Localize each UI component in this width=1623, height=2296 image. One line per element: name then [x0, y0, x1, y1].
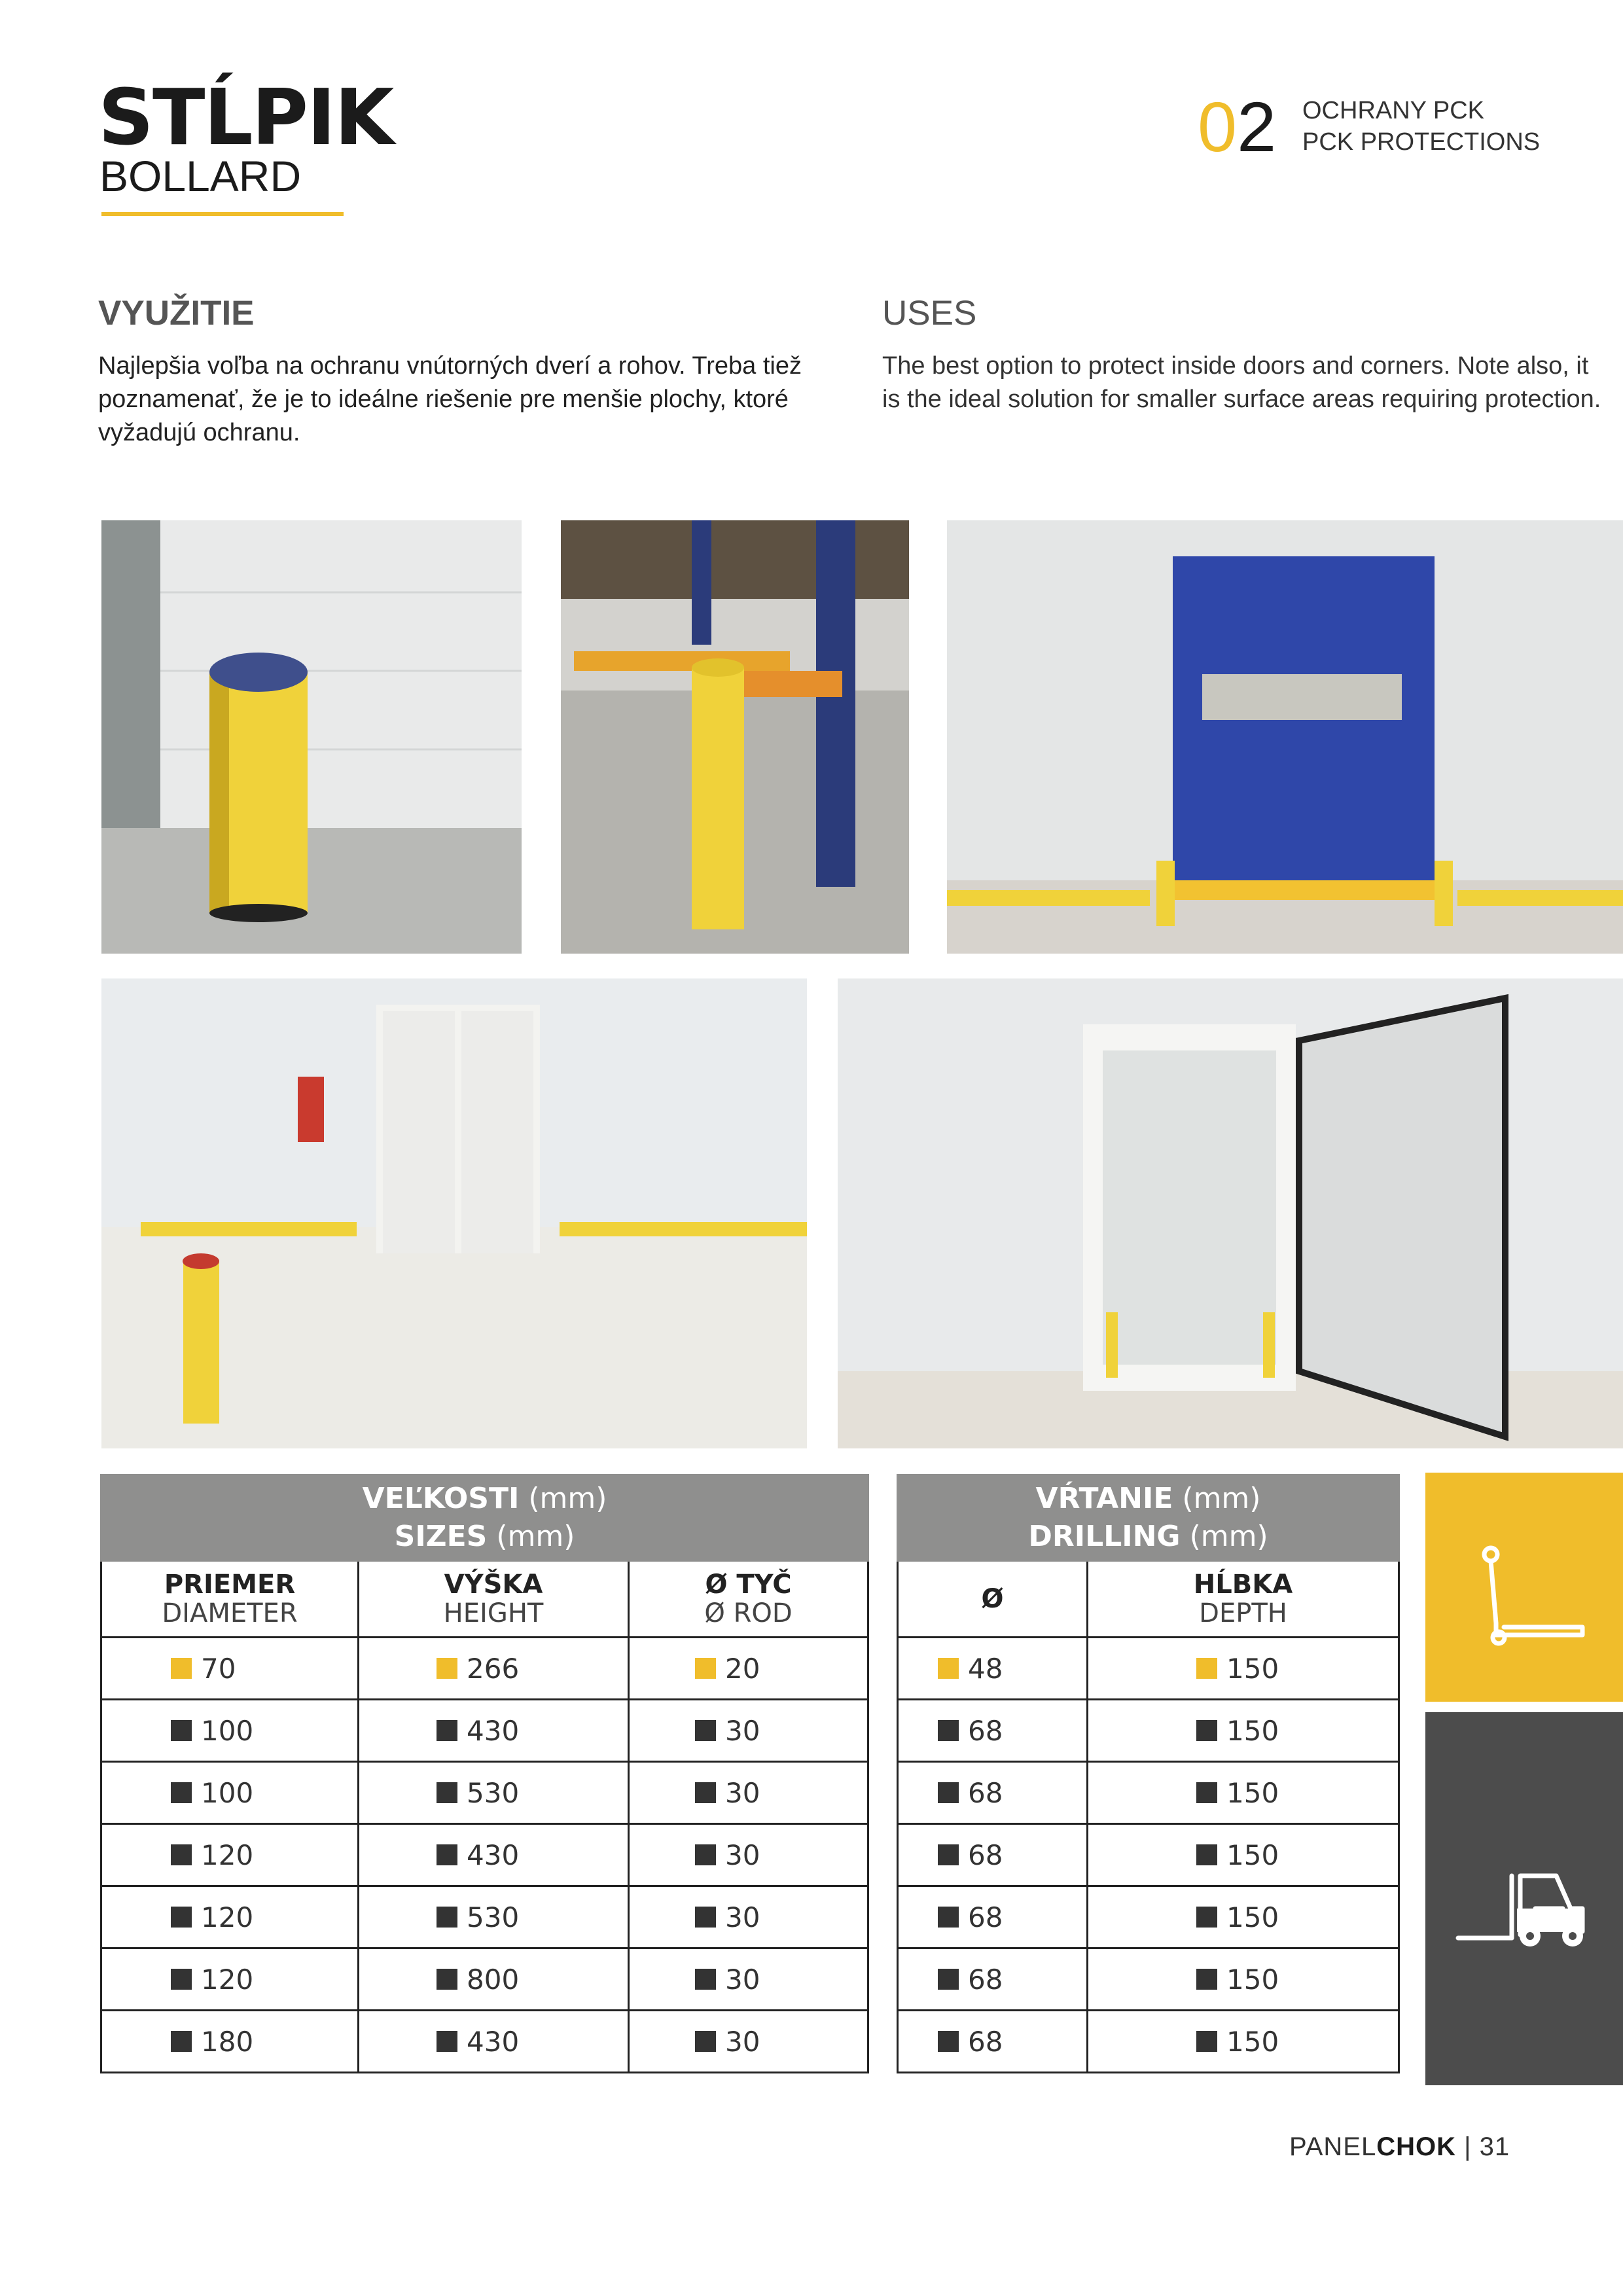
table-cell — [629, 2011, 868, 2073]
cell-value: 530 — [467, 1901, 520, 1933]
cell-value: 150 — [1226, 1652, 1279, 1685]
table-cell — [101, 1762, 359, 1824]
drilling_table-column-header — [898, 1561, 1088, 1638]
sizes_table-column-header — [629, 1561, 868, 1638]
sizes_table-column-header — [359, 1561, 629, 1638]
uses-text-sk: Najlepšia voľba na ochranu vnútorných dverí a rohov. Treba tiež poznamenať, že je to ideálne riešenie pre menšie plochy, ktoré vyžadujú ochranu. — [98, 352, 802, 446]
table-cell — [629, 1948, 868, 2011]
bullet-square-icon — [1196, 1969, 1217, 1990]
page-footer — [1289, 2132, 1510, 2162]
cell-value: 266 — [467, 1652, 520, 1685]
table-cell — [359, 2011, 629, 2073]
bullet-square-icon — [938, 1658, 959, 1679]
table-row — [898, 1700, 1399, 1762]
table-cell — [898, 1638, 1088, 1700]
table-cell — [629, 1824, 868, 1886]
cell-value: 68 — [968, 1714, 1003, 1747]
section-label-sk: OCHRANY PCK — [1302, 97, 1485, 124]
column-header-sk: VÝŠKA — [444, 1570, 543, 1600]
table-cell — [359, 1886, 629, 1948]
table-cell — [629, 1700, 868, 1762]
table-row — [898, 1948, 1399, 2011]
bullet-square-icon — [171, 1782, 192, 1803]
uses-heading-sk: VYUŽITIE — [98, 294, 255, 332]
column-header-sk: HĹBKA — [1193, 1570, 1293, 1600]
table-row — [101, 1886, 868, 1948]
bullet-square-icon — [437, 2031, 457, 2052]
cell-value: 30 — [725, 1839, 760, 1871]
section-number-first-digit: 0 — [1198, 87, 1238, 166]
bullet-square-icon — [1196, 1720, 1217, 1741]
cell-value: 100 — [201, 1714, 254, 1747]
bullet-square-icon — [938, 1907, 959, 1928]
bullet-square-icon — [171, 1720, 192, 1741]
bullet-square-icon — [1196, 1907, 1217, 1928]
photo-bollard-cold-room — [838, 978, 1623, 1448]
bullet-square-icon — [171, 2031, 192, 2052]
sizes-table-title — [101, 1475, 868, 1561]
cell-value: 30 — [725, 1901, 760, 1933]
table-row — [898, 2011, 1399, 2073]
table-cell — [629, 1886, 868, 1948]
cell-value: 20 — [725, 1652, 760, 1685]
cell-value: 430 — [467, 1714, 520, 1747]
photo-bollard-garage-door — [101, 520, 522, 954]
table-cell — [359, 1762, 629, 1824]
table-cell — [898, 1824, 1088, 1886]
column-header-sk: PRIEMER — [164, 1570, 296, 1600]
cell-value: 430 — [467, 1839, 520, 1871]
sizes_table-column-header — [101, 1561, 359, 1638]
table-cell — [898, 1762, 1088, 1824]
uses-heading-en: USES — [882, 294, 977, 332]
table-cell — [1088, 1824, 1399, 1886]
sizes-unit-en: (mm) — [496, 1520, 575, 1553]
page-number: 31 — [1479, 2132, 1510, 2161]
table-cell — [898, 2011, 1088, 2073]
section-number — [1198, 87, 1277, 166]
cell-value: 150 — [1226, 1901, 1279, 1933]
bullet-square-icon — [938, 1844, 959, 1865]
bullet-square-icon — [695, 1907, 716, 1928]
cell-value: 150 — [1226, 2025, 1279, 2058]
table-row — [101, 1638, 868, 1700]
cell-value: 68 — [968, 2025, 1003, 2058]
photo-bollard-racking — [561, 520, 909, 954]
cell-value: 180 — [201, 2025, 254, 2058]
bullet-square-icon — [695, 1658, 716, 1679]
bullet-square-icon — [695, 1969, 716, 1990]
drilling-unit-sk: (mm) — [1182, 1482, 1261, 1515]
bullet-square-icon — [1196, 1782, 1217, 1803]
bullet-square-icon — [938, 2031, 959, 2052]
table-row — [101, 2011, 868, 2073]
table-cell — [101, 2011, 359, 2073]
bullet-square-icon — [171, 1844, 192, 1865]
table-row — [101, 1762, 868, 1824]
sizes-title-sk: VEĽKOSTI — [362, 1482, 520, 1515]
table-row — [898, 1762, 1399, 1824]
pallet-jack-icon — [1425, 1473, 1623, 1702]
table-cell — [359, 1824, 629, 1886]
table-row — [101, 1824, 868, 1886]
cell-value: 100 — [201, 1776, 254, 1809]
table-cell — [101, 1700, 359, 1762]
bullet-square-icon — [938, 1782, 959, 1803]
drilling-title-en: DRILLING — [1028, 1520, 1181, 1553]
bullet-square-icon — [938, 1720, 959, 1741]
footer-separator: | — [1464, 2132, 1472, 2161]
uses-text-en: The best option to protect inside doors and corners. Note also, it is the ideal solution for smaller surface areas requiring protection. — [882, 352, 1601, 413]
sizes-title-en: SIZES — [394, 1520, 488, 1553]
forklift-block — [1425, 1712, 1623, 2085]
table-cell — [1088, 2011, 1399, 2073]
drilling_table-column-header — [1088, 1561, 1399, 1638]
column-header-en: DEPTH — [1199, 1598, 1287, 1628]
table-cell — [101, 1824, 359, 1886]
sizes-table — [100, 1474, 869, 2073]
bullet-square-icon — [171, 1658, 192, 1679]
bullet-square-icon — [695, 1720, 716, 1741]
table-cell — [898, 1700, 1088, 1762]
table-cell — [629, 1638, 868, 1700]
cell-value: 30 — [725, 2025, 760, 2058]
cell-value: 30 — [725, 1776, 760, 1809]
bullet-square-icon — [437, 1720, 457, 1741]
cell-value: 120 — [201, 1839, 254, 1871]
photo-bollard-swing-doors — [101, 978, 807, 1448]
footer-brand-bold: CHOK — [1376, 2132, 1456, 2161]
drilling-title-sk: VŔTANIE — [1035, 1482, 1173, 1515]
column-header-en: HEIGHT — [443, 1598, 544, 1628]
cell-value: 48 — [968, 1652, 1003, 1685]
cell-value: 120 — [201, 1901, 254, 1933]
table-cell — [1088, 1762, 1399, 1824]
table-cell — [1088, 1948, 1399, 2011]
bullet-square-icon — [437, 1844, 457, 1865]
cell-value: 530 — [467, 1776, 520, 1809]
page-subtitle: BOLLARD — [99, 152, 302, 200]
title-underline — [101, 212, 344, 216]
photo-bollard-blue-door — [947, 520, 1623, 954]
table-row — [898, 1824, 1399, 1886]
bullet-square-icon — [1196, 2031, 1217, 2052]
cell-value: 150 — [1226, 1839, 1279, 1871]
table-row — [101, 1948, 868, 2011]
section-number-second-digit: 2 — [1237, 87, 1277, 166]
forklift-icon — [1425, 1712, 1623, 2085]
bullet-square-icon — [437, 1907, 457, 1928]
cell-value: 150 — [1226, 1776, 1279, 1809]
cell-value: 68 — [968, 1901, 1003, 1933]
bullet-square-icon — [938, 1969, 959, 1990]
bullet-square-icon — [171, 1907, 192, 1928]
table-row — [101, 1700, 868, 1762]
table-cell — [101, 1886, 359, 1948]
drilling-table-title — [898, 1475, 1399, 1561]
drilling-unit-en: (mm) — [1189, 1520, 1268, 1553]
bullet-square-icon — [695, 1844, 716, 1865]
bullet-square-icon — [437, 1969, 457, 1990]
bullet-square-icon — [437, 1782, 457, 1803]
table-row — [898, 1886, 1399, 1948]
pallet-jack-block — [1425, 1473, 1623, 1702]
table-cell — [898, 1886, 1088, 1948]
bullet-square-icon — [171, 1969, 192, 1990]
bullet-square-icon — [695, 1782, 716, 1803]
column-header-en: Ø ROD — [704, 1598, 793, 1628]
cell-value: 30 — [725, 1963, 760, 1996]
cell-value: 150 — [1226, 1963, 1279, 1996]
table-cell — [359, 1638, 629, 1700]
cell-value: 68 — [968, 1839, 1003, 1871]
column-header-sk: Ø — [981, 1584, 1004, 1614]
cell-value: 30 — [725, 1714, 760, 1747]
table-cell — [898, 1948, 1088, 2011]
bullet-square-icon — [695, 2031, 716, 2052]
cell-value: 70 — [201, 1652, 236, 1685]
table-cell — [359, 1700, 629, 1762]
footer-brand-light: PANEL — [1289, 2132, 1377, 2161]
table-cell — [101, 1638, 359, 1700]
cell-value: 800 — [467, 1963, 520, 1996]
drilling-table — [897, 1474, 1400, 2073]
sizes-unit-sk: (mm) — [528, 1482, 607, 1515]
cell-value: 120 — [201, 1963, 254, 1996]
table-cell — [359, 1948, 629, 2011]
bullet-square-icon — [1196, 1844, 1217, 1865]
table-cell — [629, 1762, 868, 1824]
cell-value: 68 — [968, 1963, 1003, 1996]
section-label-en: PCK PROTECTIONS — [1302, 128, 1541, 156]
table-cell — [1088, 1638, 1399, 1700]
column-header-en: DIAMETER — [162, 1598, 298, 1628]
bullet-square-icon — [437, 1658, 457, 1679]
table-row — [898, 1638, 1399, 1700]
cell-value: 430 — [467, 2025, 520, 2058]
page-title: STĹPIK — [98, 72, 393, 162]
bullet-square-icon — [1196, 1658, 1217, 1679]
table-cell — [101, 1948, 359, 2011]
table-cell — [1088, 1700, 1399, 1762]
column-header-sk: Ø TYČ — [705, 1570, 792, 1600]
cell-value: 150 — [1226, 1714, 1279, 1747]
cell-value: 68 — [968, 1776, 1003, 1809]
table-cell — [1088, 1886, 1399, 1948]
